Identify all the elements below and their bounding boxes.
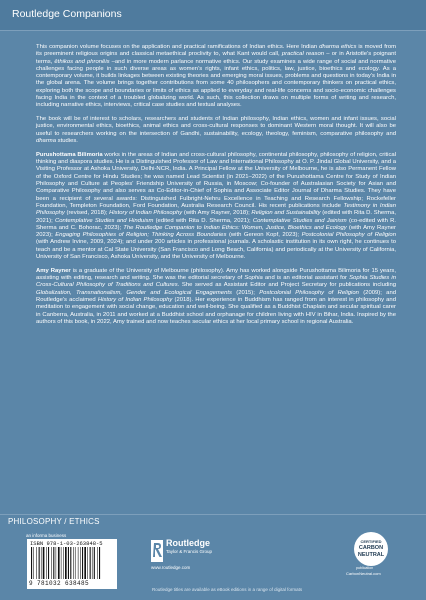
author-bio-rayner xyxy=(36,268,396,326)
publisher-url[interactable]: www.routledge.com xyxy=(151,565,191,570)
text-run: is a graduate of the University of Melbourne (philosophy). Amy has worked alongside Purushottama Bilimoria for 15 years, assisting with editing, research and writing. She was the editorial secretary of xyxy=(36,267,396,282)
header-bar xyxy=(0,0,426,31)
carbon-certified: CERTIFIED xyxy=(360,539,382,544)
italic-title: History of Indian Philosophy xyxy=(109,210,183,217)
publisher-group: Taylor & Francis Group xyxy=(166,549,213,554)
italic-title: Globalization, Transnationalism, Gender and Ecological Engagements xyxy=(36,289,232,296)
text-run: (2015); xyxy=(231,289,260,296)
text-run: (co-edited with R. Sherma and C. Bohorac, 2023); xyxy=(36,217,396,231)
text-run: is moved from its preeminent religious origins and classical metaethical proclivity to, what Kant would call, xyxy=(36,44,396,58)
carbon-publication: publication xyxy=(356,566,374,570)
text-run: . She served as Assistant Editor and Project Secretary for publications including xyxy=(177,282,396,289)
author-name: Purushottama Bilimoria xyxy=(36,151,103,158)
italic-title: Postcolonial Philosophy of Religion xyxy=(301,232,396,239)
italic-title: History of Indian Philosophy xyxy=(97,297,173,303)
text-run: (2018). Her experience in Buddhism has ranged from an interest in philosophy and meditation to engagement with social change, education and well-being. She qualified as a Buddhist Chaplain and secular spiritual carer in Canberra, Australia, in 2011 and worked at a Buddhist school and orphanage for children living with HIV in Bihar, India. Inspired by the authors of this book, in 2022, Amy trained and now teaches secular ethics at her local primary school in regional Australia. xyxy=(36,297,396,325)
italic-title: Religion and Sustainability xyxy=(251,210,321,217)
italic-title: Sophia Studies in Cross-Cultural Philosophy of Traditions and Cultures xyxy=(36,275,396,289)
audience-paragraph xyxy=(36,116,396,145)
text-run: (with Gereon Kopf, 2023); xyxy=(226,232,302,239)
text-run: (edited with Rita D. Sherma, 2021); xyxy=(36,210,396,224)
text-run: –and in more modern parlance normative ethics. Our study examines a wide range of social and normative challenges facing people in such diverse areas as women’s rights, infant ethics, politics, law, justice, bioethics and ecology. As a contemporary volume, it builds linkages between existing theories and emerging moral issues, problems and questions in today’s India in the global arena. The volume brings together contributions from some 40 philosophers and contemporary thinkers on practical ethics, exploring both the scope and boundaries or limits of ethics as applied to everyday and real-life concerns and socio-economic challenges facing India in the context of a troubled globalizing world. As such, this collection draws on multiple forms of writing and research, including narrative ethics, interviews, critical case studies and textual analyses. xyxy=(36,58,396,109)
text-run: (revised, 2018); xyxy=(64,210,110,217)
carbon-neutral-badge xyxy=(354,532,388,566)
italic-title: dharma ethics xyxy=(319,44,357,50)
italic-title: Contemplative Studies and Hinduism xyxy=(54,217,154,224)
italic-title: Testimony in Indian Philosophy xyxy=(36,202,396,217)
divider xyxy=(0,514,426,515)
text-run: The book will be of interest to scholars, researchers and students of Indian philosophy, Indian ethics, women and infant issues, social justice, environmental ethics, bioethics, animal ethics and cross-cultural responses to dominant Western moral thought. It will also be useful to researchers working on the intersection of Gandhi, sustainability, ecology, theology, feminism, comparative philosophy and xyxy=(36,116,396,137)
italic-title: Contemplative Studies and Jainism xyxy=(252,217,347,224)
author-bio-bilimoria xyxy=(36,152,396,261)
italic-title: Sophia xyxy=(244,275,263,282)
text-run: (edited with Rita D. Sherma, 2021); xyxy=(153,217,253,224)
routledge-logo-icon xyxy=(151,540,163,562)
carbon-word: CARBON xyxy=(358,545,384,551)
text-run: (2009); and Routledge’s acclaimed xyxy=(36,289,397,303)
italic-title: dharma xyxy=(36,138,56,145)
italic-title: The Routledge Companion to Indian Ethics: Women, Justice, Bioethics and Ecology xyxy=(123,224,347,231)
italic-title: practical reason xyxy=(281,51,325,58)
italic-title: Engaging Philosophies of Religion; Thinking Across Boundaries xyxy=(55,232,227,239)
informa-text: an informa business xyxy=(26,533,67,538)
publisher-name: Routledge xyxy=(166,538,210,548)
italic-title: êthikos and phronêis xyxy=(54,58,110,65)
text-run: works in the areas of Indian and cross-cultural philosophy, continental philosophy, philosophy of religion, critical thinking and diaspora studies. He is a Distinguished Professor of Law and International Philosophy at O. P. Jindal Global University, and a Visiting Professor at Ashoka University, Delhi-NCR, India. A Principal Fellow at the University of Melbourne, he is also Permanent Fellow of the Oxford Centre for Hindu Studies; he was named Lead Scientist (in 2021–2022) of the Purushottama Centre for Study of Indian Philosophy and Culture at Peoples’ Friendship University of Russia, in Moscow; Co-founder of Australasian Society for Asian and Comparative Philosophy and also serves as Co-Editor-in-Chief of Sophia and Associate Editor Journal of Dharma Studies. They have been a recipient of several awards: Distinguished Fulbright-Nehru Excellence in Teaching and Research Fellowship; Rockefeller Foundation, Templeton Foundation, Ford Foundation, Australia Research Council. His recent publications include xyxy=(36,151,397,209)
text-run: and is an editorial assistant for xyxy=(262,275,350,282)
text-run: – or in Aristotle’s poignant terms, xyxy=(36,51,396,65)
neutral-word: NEUTRAL xyxy=(357,552,385,558)
isbn-text: ISBN 978-1-03-263848-5 xyxy=(30,540,103,547)
back-cover-text xyxy=(36,44,396,333)
carbon-site: CarbonNeutral.com xyxy=(346,571,381,576)
ebook-note: Routledge titles are available as eBook editions in a range of digital formats xyxy=(152,587,303,592)
barcode-panel xyxy=(27,539,117,589)
text-run: (with Amy Rayner 2023); xyxy=(36,224,397,239)
author-name: Amy Rayner xyxy=(36,267,71,274)
description-paragraph xyxy=(36,44,396,110)
barcode-number: 9 781032 638485 xyxy=(29,580,90,587)
text-run: (with Amy Rayner, 2018); xyxy=(182,210,252,217)
text-run: studies. xyxy=(55,138,78,145)
text-run: This companion volume focuses on the application and practical ramifications of Indian ethics. Here Indian xyxy=(36,44,320,50)
text-run: (with Andrew Irvine, 2009, 2024); and under 200 articles in professional journals. A scholastic institution in its own right, he continues to teach and be a mentor at Cal State University (San Francisco and Long Beach, California) and periodically at the University of California, University of San Francisco, Ashoka University, and the University of Melbourne. xyxy=(36,239,396,261)
italic-title: Postcolonial Philosophy of Religion xyxy=(259,289,359,296)
subject-category: PHILOSOPHY / ETHICS xyxy=(8,517,100,526)
series-title: Routledge Companions xyxy=(12,8,122,20)
barcode-image xyxy=(30,547,114,579)
